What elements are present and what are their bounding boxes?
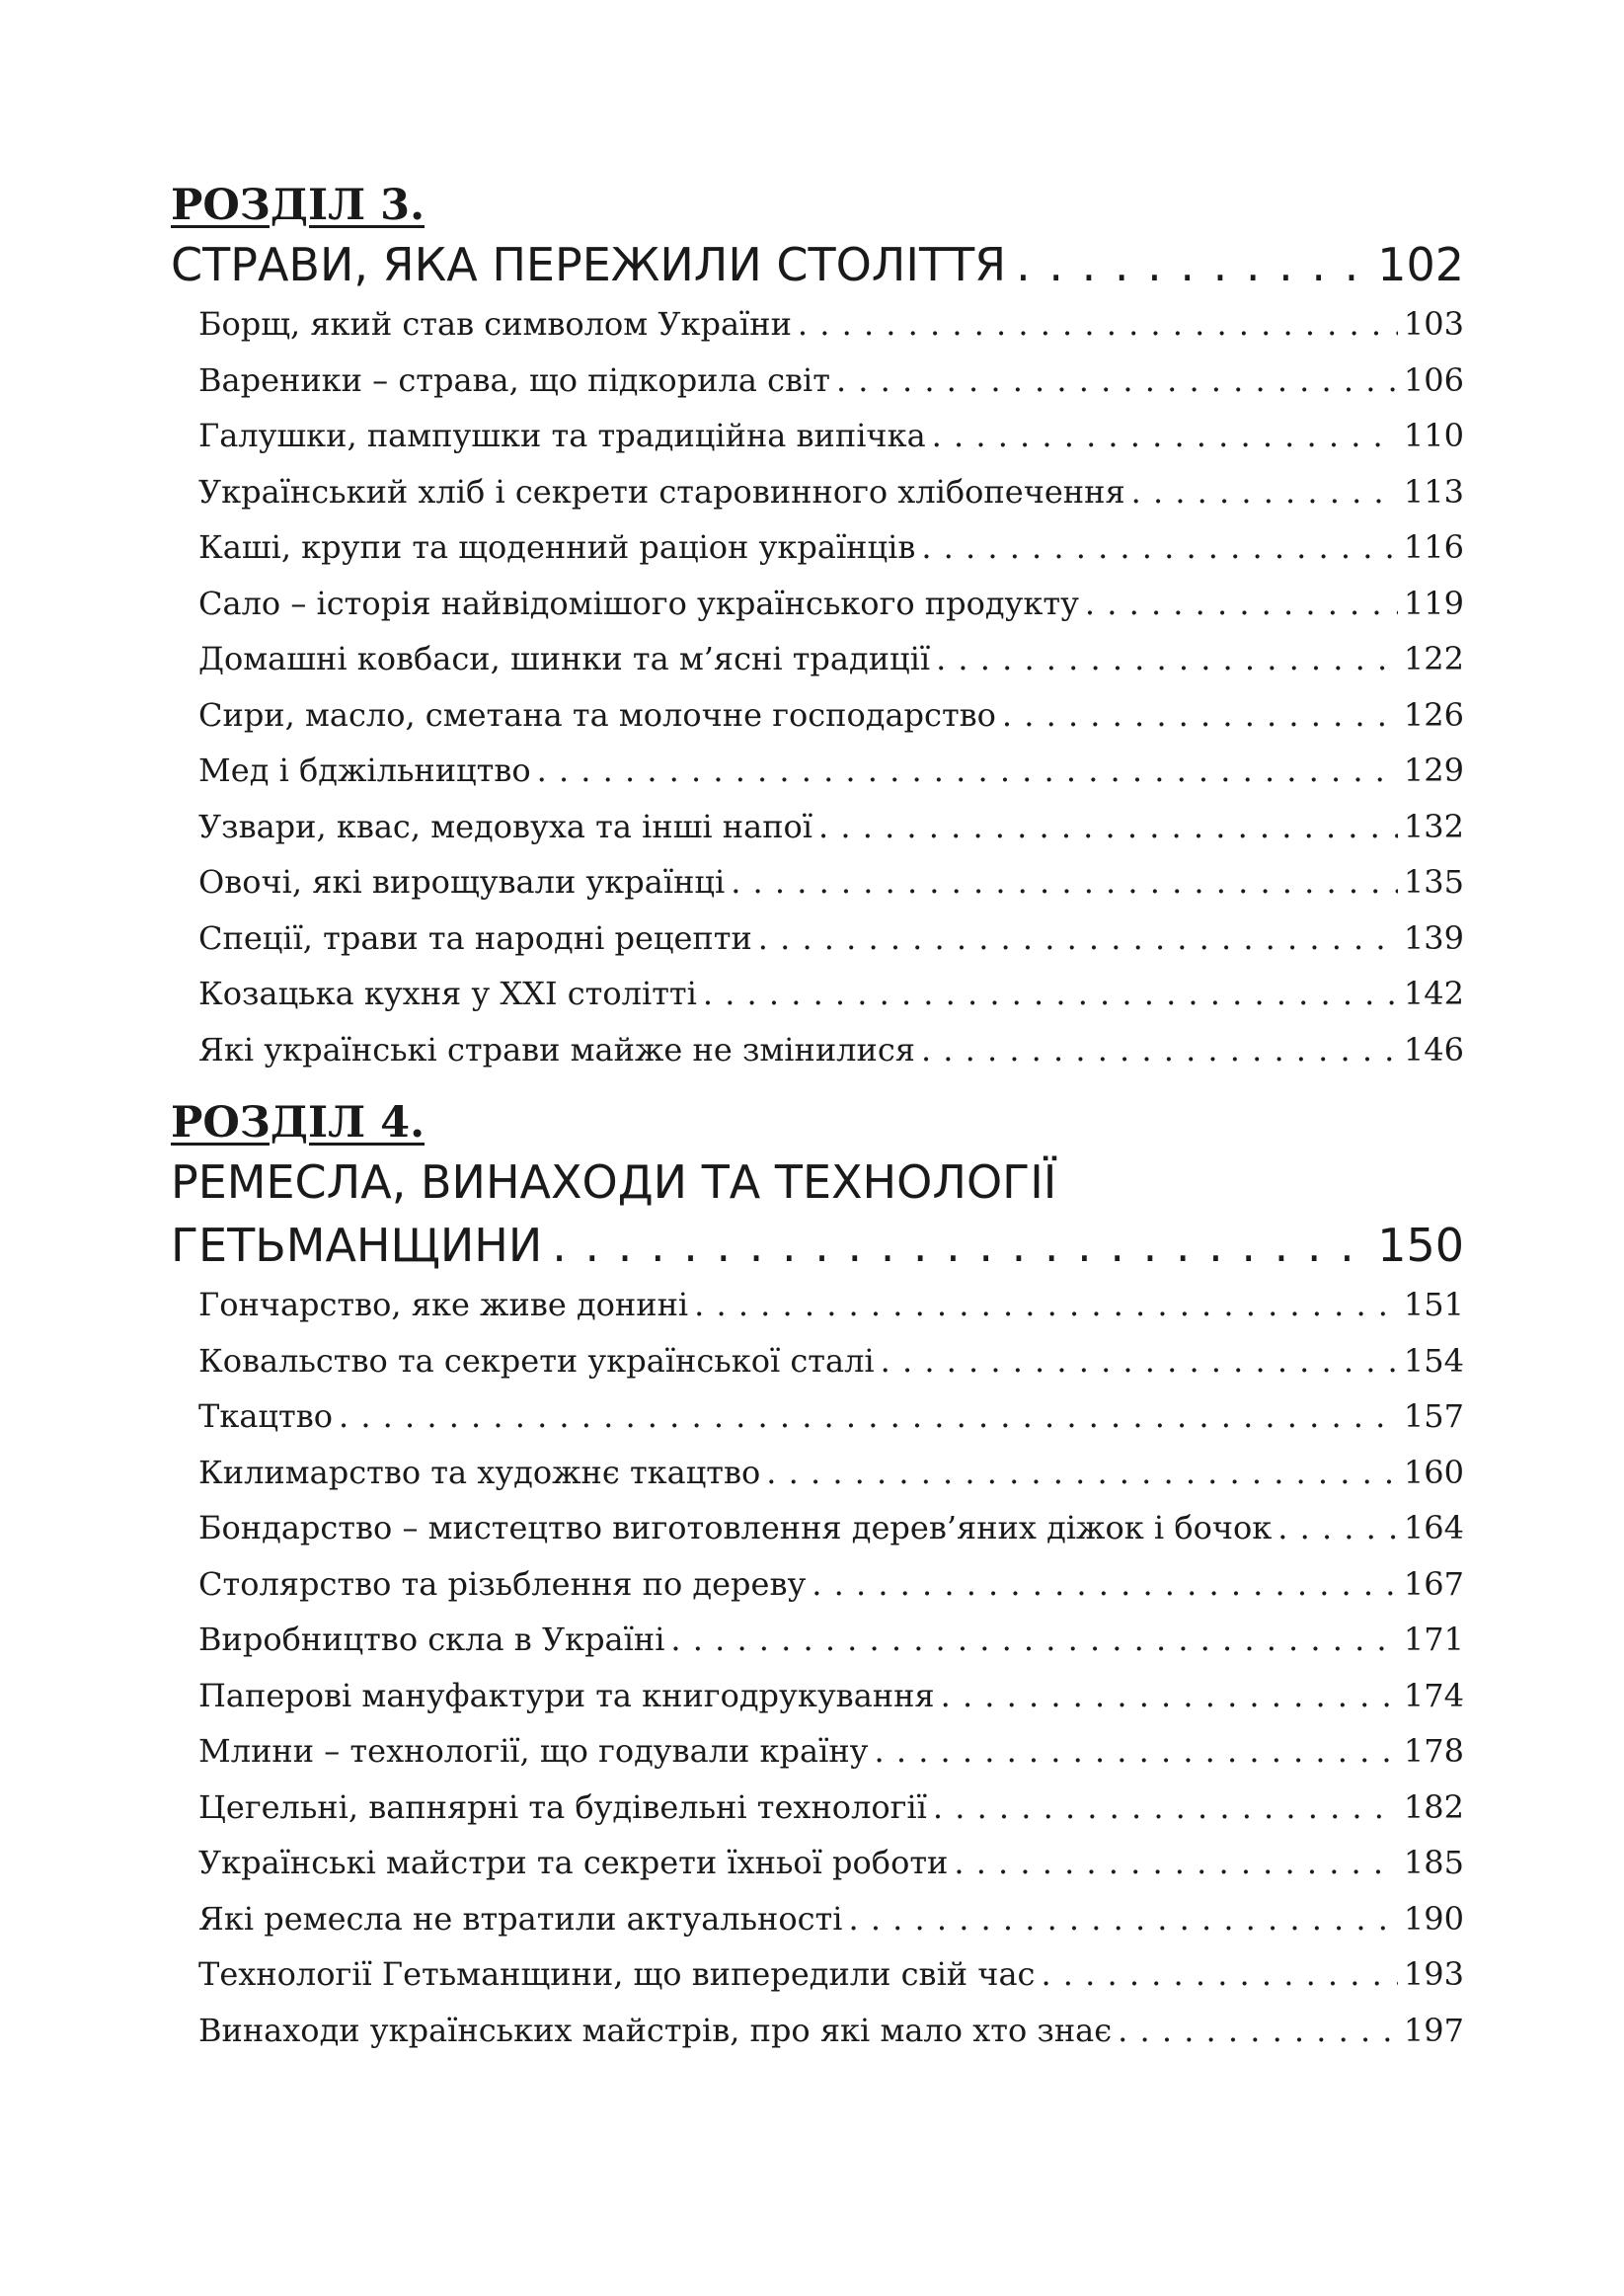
toc-entry[interactable] xyxy=(198,1835,1464,1891)
entry-title: Овочі, які вирощували українці xyxy=(198,863,726,901)
entry-page: 129 xyxy=(1403,752,1464,789)
entry-page: 113 xyxy=(1403,472,1464,511)
entry-page: 116 xyxy=(1403,528,1464,566)
toc-entry[interactable] xyxy=(198,1022,1464,1078)
entry-page: 151 xyxy=(1403,1286,1464,1323)
toc-entry[interactable] xyxy=(198,296,1464,353)
entry-title: Вареники – страва, що підкорила світ xyxy=(198,360,830,399)
toc-entry[interactable] xyxy=(198,1946,1464,2003)
toc-entry[interactable] xyxy=(198,1668,1464,1724)
toc-entry[interactable] xyxy=(198,1445,1464,1501)
entry-list xyxy=(171,296,1464,1077)
entry-title: Каші, крупи та щоденний раціон українців xyxy=(198,528,916,566)
dot-leader xyxy=(818,799,1398,855)
toc-entry[interactable] xyxy=(198,576,1464,632)
dot-leader xyxy=(881,1333,1398,1389)
dot-leader xyxy=(1277,1500,1398,1556)
toc-entry[interactable] xyxy=(198,464,1464,520)
dot-leader xyxy=(694,1277,1398,1333)
section-page-number: 150 xyxy=(1377,1219,1464,1272)
section-spacer xyxy=(171,1077,1464,1095)
section-label: РОЗДІЛ 3. xyxy=(171,181,425,230)
entry-page: 178 xyxy=(1403,1732,1464,1770)
entry-page: 139 xyxy=(1403,918,1464,957)
toc-entry[interactable] xyxy=(198,854,1464,910)
entry-page: 146 xyxy=(1403,1030,1464,1069)
entry-page: 197 xyxy=(1403,2011,1464,2049)
dot-leader xyxy=(954,1835,1398,1891)
toc-entry[interactable] xyxy=(198,910,1464,967)
dot-leader xyxy=(552,1214,1367,1277)
toc-entry[interactable] xyxy=(198,1723,1464,1780)
entry-title: Козацька кухня у XXI столітті xyxy=(198,975,697,1012)
toc-entry[interactable] xyxy=(198,1612,1464,1668)
toc-entry[interactable] xyxy=(198,519,1464,576)
entry-title: Сири, масло, сметана та молочне господарство xyxy=(198,695,996,734)
entry-page: 193 xyxy=(1403,1955,1464,1993)
section-title-row xyxy=(171,1214,1464,1277)
dot-leader xyxy=(933,1780,1398,1836)
dot-leader xyxy=(731,854,1398,910)
dot-leader xyxy=(921,1022,1398,1078)
table-of-contents xyxy=(171,178,1464,2058)
toc-entry[interactable] xyxy=(198,1556,1464,1613)
toc-entry[interactable] xyxy=(198,1500,1464,1556)
entry-page: 190 xyxy=(1403,1899,1464,1938)
dot-leader xyxy=(1118,2003,1398,2059)
entry-page: 164 xyxy=(1403,1509,1464,1546)
toc-entry[interactable] xyxy=(198,966,1464,1022)
entry-title: Ткацтво xyxy=(198,1397,333,1435)
entry-page: 185 xyxy=(1403,1844,1464,1881)
dot-leader xyxy=(758,910,1398,967)
entry-page: 174 xyxy=(1403,1676,1464,1714)
dot-leader xyxy=(836,353,1398,409)
dot-leader xyxy=(1131,464,1398,520)
dot-leader xyxy=(1085,576,1398,632)
dot-leader xyxy=(932,408,1398,464)
dot-leader xyxy=(875,1723,1398,1780)
entry-title: Паперові мануфактури та книгодрукування xyxy=(198,1676,935,1714)
entry-page: 132 xyxy=(1403,807,1464,845)
dot-leader xyxy=(339,1388,1398,1445)
entry-title: Технології Гетьманщини, що випередили свій час xyxy=(198,1955,1036,1993)
entry-title: Які українські страви майже не змінилися xyxy=(198,1030,915,1069)
dot-leader xyxy=(670,1612,1398,1668)
toc-entry[interactable] xyxy=(198,687,1464,744)
entry-title: Українські майстри та секрети їхньої роботи xyxy=(198,1844,949,1881)
entry-page: 110 xyxy=(1403,417,1464,454)
entry-title: Млини – технології, що годували країну xyxy=(198,1732,869,1770)
toc-entry[interactable] xyxy=(198,799,1464,855)
entry-title: Спеції, трави та народні рецепти xyxy=(198,918,752,957)
entry-title: Бондарство – мистецтво виготовлення дерев’яних діжок і бочок xyxy=(198,1509,1273,1546)
toc-entry[interactable] xyxy=(198,1277,1464,1333)
entry-page: 119 xyxy=(1403,584,1464,622)
section-4 xyxy=(171,1095,1464,2058)
dot-leader xyxy=(936,631,1398,687)
entry-page: 135 xyxy=(1403,863,1464,901)
entry-page: 157 xyxy=(1403,1397,1464,1435)
toc-entry[interactable] xyxy=(198,353,1464,409)
entry-page: 142 xyxy=(1403,975,1464,1012)
toc-entry[interactable] xyxy=(198,743,1464,799)
dot-leader xyxy=(537,743,1398,799)
dot-leader xyxy=(848,1891,1397,1947)
entry-list xyxy=(171,1277,1464,2058)
entry-page: 182 xyxy=(1403,1787,1464,1826)
toc-entry[interactable] xyxy=(198,2003,1464,2059)
entry-title: Виробництво скла в Україні xyxy=(198,1621,665,1658)
entry-title: Цегельні, вапнярні та будівельні технології xyxy=(198,1787,927,1826)
toc-entry[interactable] xyxy=(198,1780,1464,1836)
toc-entry[interactable] xyxy=(198,408,1464,464)
entry-page: 171 xyxy=(1403,1621,1464,1658)
entry-page: 122 xyxy=(1403,640,1464,677)
toc-entry[interactable] xyxy=(198,631,1464,687)
entry-page: 154 xyxy=(1403,1341,1464,1380)
entry-title: Український хліб і секрети старовинного хлібопечення xyxy=(198,472,1125,511)
entry-page: 106 xyxy=(1403,360,1464,399)
entry-title: Галушки, пампушки та традиційна випічка xyxy=(198,417,926,454)
entry-title: Узвари, квас, медовуха та інші напої xyxy=(198,807,813,845)
section-3 xyxy=(171,178,1464,1077)
section-title-line: РЕМЕСЛА, ВИНАХОДИ ТА ТЕХНОЛОГІЇ xyxy=(171,1155,1057,1209)
entry-page: 103 xyxy=(1403,305,1464,343)
dot-leader xyxy=(703,966,1398,1022)
entry-title: Гончарство, яке живе донині xyxy=(198,1286,689,1323)
entry-title: Мед і бджільництво xyxy=(198,752,531,789)
dot-leader xyxy=(1016,233,1367,296)
entry-title: Сало – історія найвідомішого українського продукту xyxy=(198,584,1079,622)
entry-page: 167 xyxy=(1403,1564,1464,1603)
dot-leader xyxy=(1002,687,1398,744)
entry-page: 160 xyxy=(1403,1453,1464,1491)
section-title-row xyxy=(171,233,1464,296)
entry-page: 126 xyxy=(1403,695,1464,734)
toc-entry[interactable] xyxy=(198,1333,1464,1389)
dot-leader xyxy=(1041,1946,1397,2003)
entry-title: Борщ, який став символом України xyxy=(198,305,792,343)
entry-title: Столярство та різьблення по дереву xyxy=(198,1564,807,1603)
section-title xyxy=(171,1150,1464,1277)
section-label: РОЗДІЛ 4. xyxy=(171,1098,425,1148)
dot-leader xyxy=(812,1556,1398,1613)
toc-entry[interactable] xyxy=(198,1388,1464,1445)
dot-leader xyxy=(921,519,1398,576)
dot-leader xyxy=(798,296,1398,353)
section-title-text: СТРАВИ, ЯКА ПЕРЕЖИЛИ СТОЛІТТЯ xyxy=(171,238,1007,291)
entry-title: Ковальство та секрети української сталі xyxy=(198,1341,875,1380)
dot-leader xyxy=(941,1668,1398,1724)
section-title xyxy=(171,233,1464,296)
entry-title: Які ремесла не втратили актуальності xyxy=(198,1899,843,1938)
dot-leader xyxy=(766,1445,1398,1501)
entry-title: Винаходи українських майстрів, про які мало хто знає xyxy=(198,2011,1113,2049)
section-page-number: 102 xyxy=(1377,238,1464,291)
toc-entry[interactable] xyxy=(198,1891,1464,1947)
section-title-text: ГЕТЬМАНЩИНИ xyxy=(171,1219,543,1272)
entry-title: Домашні ковбаси, шинки та м’ясні традиції xyxy=(198,640,931,677)
entry-title: Килимарство та художнє ткацтво xyxy=(198,1453,761,1491)
